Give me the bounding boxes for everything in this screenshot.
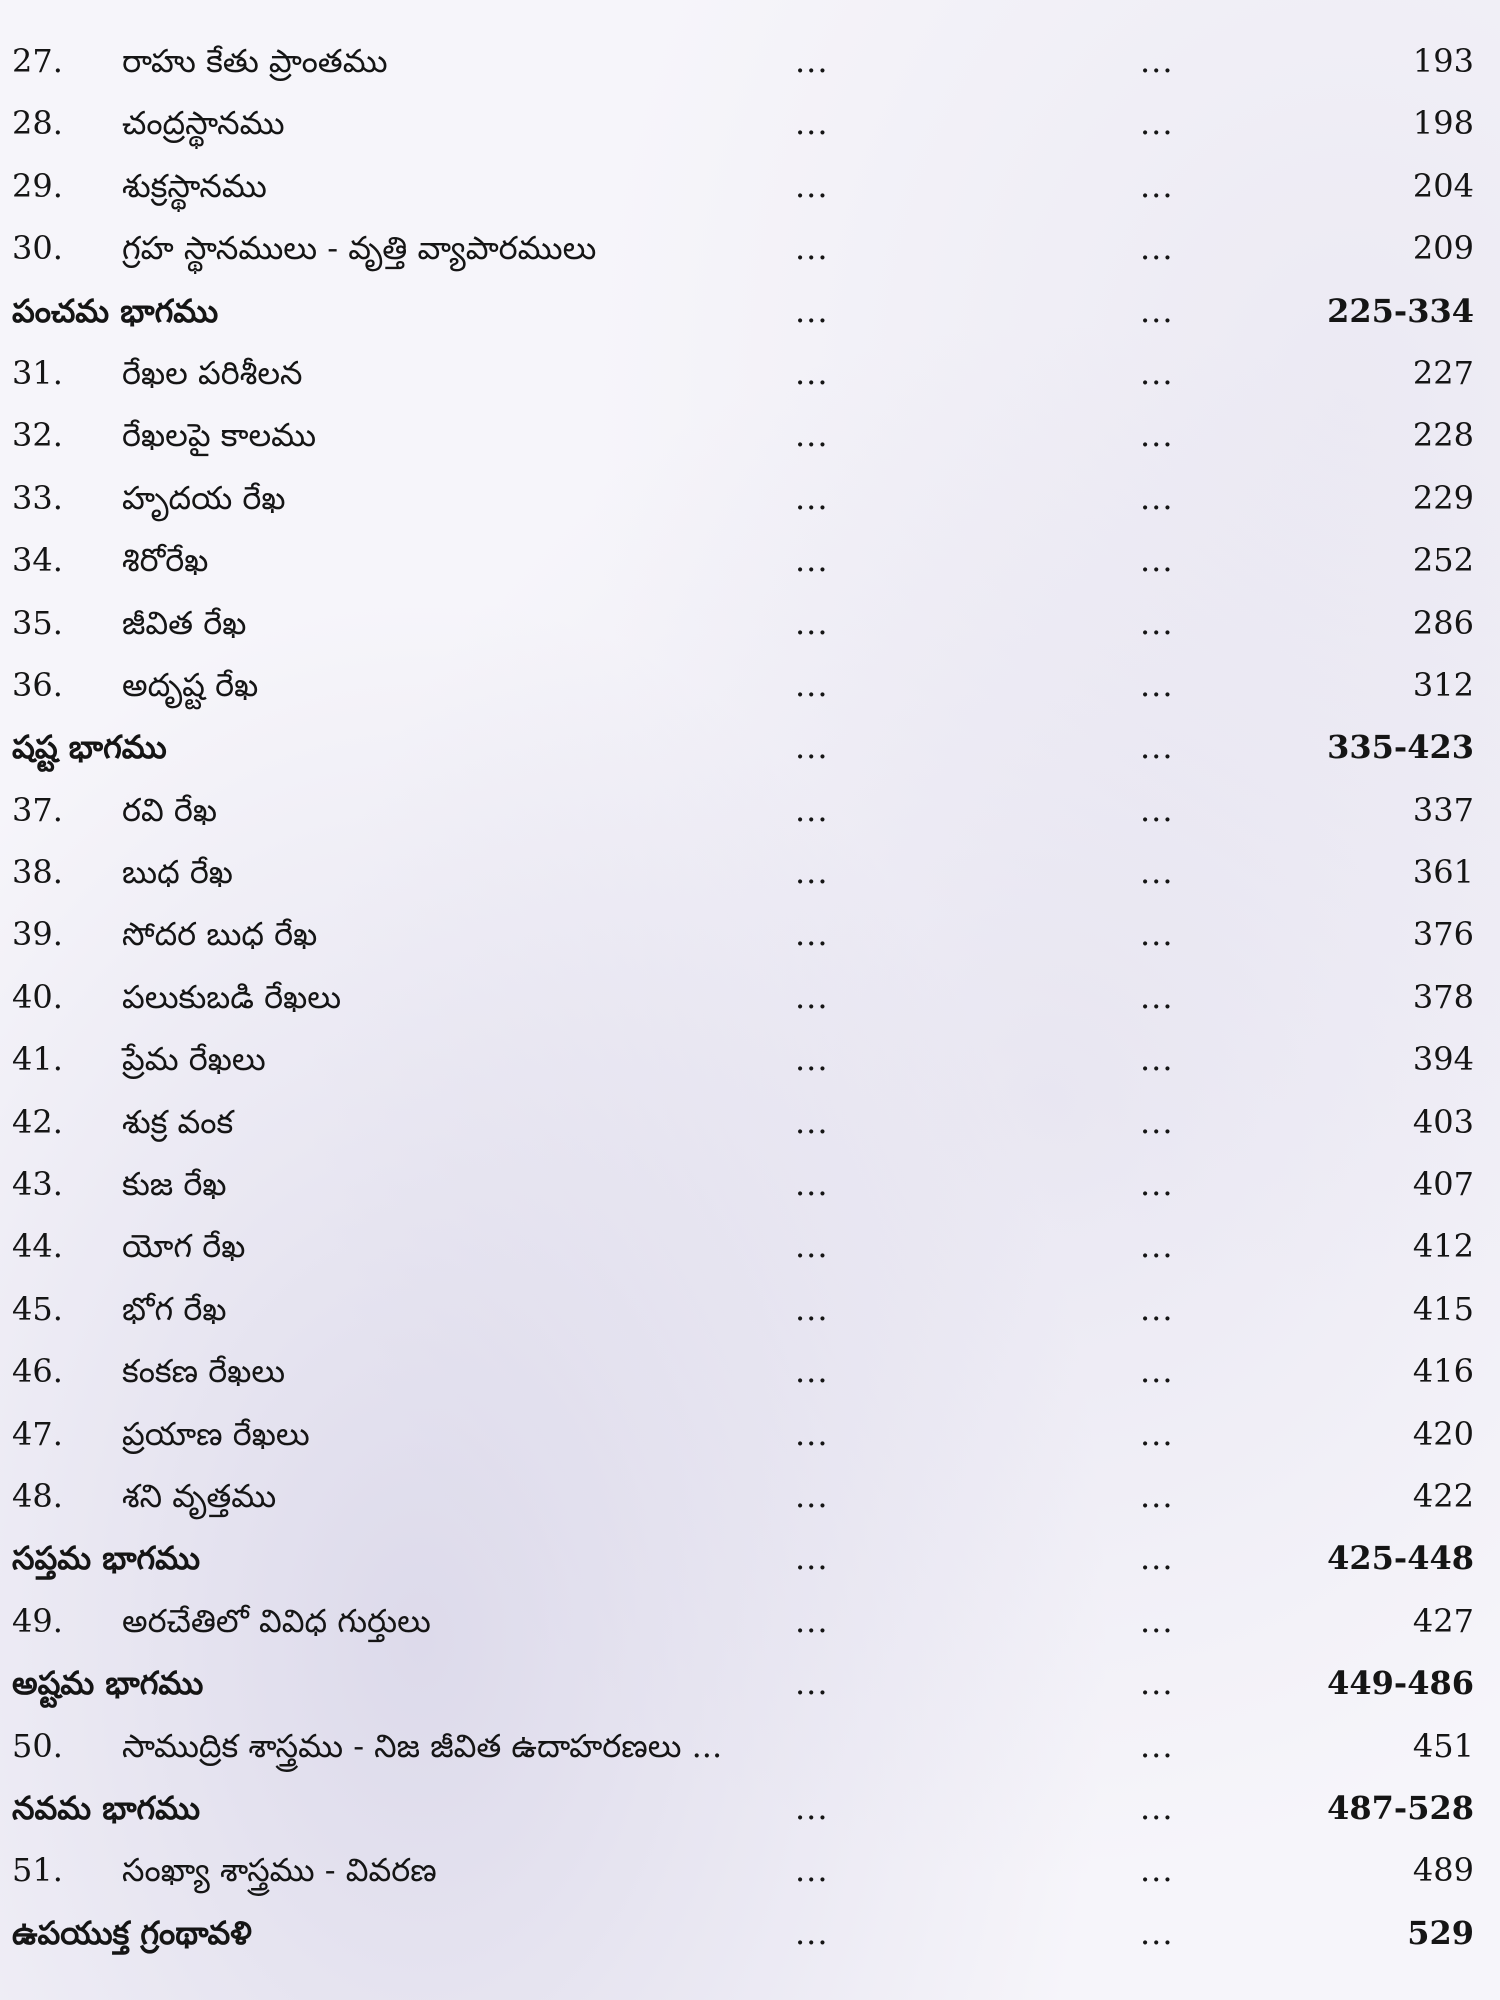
leader-dots: ... <box>795 1165 829 1204</box>
leader-dots: ... <box>795 977 829 1016</box>
toc-row <box>0 342 1500 404</box>
chapter-title: చంద్రస్థానము <box>122 104 285 143</box>
chapter-title: కంకణ రేఖలు <box>122 1352 286 1391</box>
toc-row <box>0 155 1500 217</box>
toc-row <box>0 404 1500 466</box>
leader-dots: ... <box>1140 728 1174 767</box>
toc-row <box>0 966 1500 1028</box>
leader-dots: ... <box>1140 1227 1174 1266</box>
toc-row <box>0 1215 1500 1277</box>
chapter-number: 50. <box>12 1726 63 1765</box>
leader-dots: ... <box>1140 1476 1174 1515</box>
toc-row <box>0 1340 1500 1402</box>
leader-dots: ... <box>1140 229 1174 268</box>
table-of-contents <box>0 30 1500 1964</box>
page-number: 451 <box>1412 1726 1474 1765</box>
page-number: 394 <box>1412 1040 1474 1079</box>
toc-row <box>0 1590 1500 1652</box>
page-number: 286 <box>1412 603 1474 642</box>
leader-dots: ... <box>795 1664 829 1703</box>
leader-dots: ... <box>795 291 829 330</box>
toc-row <box>0 30 1500 92</box>
toc-row <box>0 1403 1500 1465</box>
chapter-number: 45. <box>12 1289 63 1328</box>
chapter-title: శిరోరేఖ <box>122 541 209 580</box>
leader-dots: ... <box>1140 1601 1174 1640</box>
page-number: 361 <box>1412 853 1474 892</box>
leader-dots: ... <box>1140 1539 1174 1578</box>
chapter-number: 28. <box>12 104 63 143</box>
page-number: 204 <box>1412 166 1474 205</box>
toc-row <box>0 217 1500 279</box>
chapter-number: 48. <box>12 1476 63 1515</box>
page-number: 378 <box>1412 977 1474 1016</box>
chapter-number: 43. <box>12 1165 63 1204</box>
chapter-title: శుక్ర వంక <box>122 1102 234 1141</box>
page-number: 420 <box>1412 1414 1474 1453</box>
toc-part-row <box>0 716 1500 778</box>
toc-part-row <box>0 1777 1500 1839</box>
page-number: 198 <box>1412 104 1474 143</box>
page-number: 229 <box>1412 478 1474 517</box>
part-title: సప్తమ భాగము <box>12 1539 201 1578</box>
toc-part-row <box>0 280 1500 342</box>
leader-dots: ... <box>795 1913 829 1952</box>
chapter-title: సంఖ్యా శాస్త్రము - వివరణ <box>122 1851 437 1890</box>
toc-row <box>0 592 1500 654</box>
chapter-title: జీవిత రేఖ <box>122 603 247 642</box>
leader-dots: ... <box>1140 291 1174 330</box>
leader-dots: ... <box>1140 915 1174 954</box>
leader-dots: ... <box>795 166 829 205</box>
toc-row <box>0 1028 1500 1090</box>
leader-dots: ... <box>795 1102 829 1141</box>
leader-dots: ... <box>1140 853 1174 892</box>
page-number: 407 <box>1412 1165 1474 1204</box>
leader-dots: ... <box>795 1414 829 1453</box>
chapter-number: 39. <box>12 915 63 954</box>
chapter-number: 34. <box>12 541 63 580</box>
page-range: 335-423 <box>1327 728 1474 767</box>
page-number: 489 <box>1412 1851 1474 1890</box>
toc-row <box>0 1153 1500 1215</box>
toc-row <box>0 467 1500 529</box>
page-range: 487-528 <box>1327 1788 1474 1827</box>
part-title: పంచమ భాగము <box>12 291 219 330</box>
leader-dots: ... <box>1140 1165 1174 1204</box>
chapter-number: 32. <box>12 416 63 455</box>
chapter-title: రేఖల పరిశీలన <box>122 353 303 392</box>
chapter-title: సాముద్రిక శాస్త్రము - నిజ జీవిత ఉదాహరణలు ... <box>122 1726 723 1765</box>
leader-dots: ... <box>1140 353 1174 392</box>
chapter-number: 49. <box>12 1601 63 1640</box>
part-title: ఉపయుక్త గ్రంథావళి <box>12 1913 252 1952</box>
leader-dots: ... <box>795 1601 829 1640</box>
chapter-title: భోగ రేఖ <box>122 1289 227 1328</box>
leader-dots: ... <box>1140 1664 1174 1703</box>
leader-dots: ... <box>1140 541 1174 580</box>
leader-dots: ... <box>795 1851 829 1890</box>
leader-dots: ... <box>1140 478 1174 517</box>
part-title: అష్టమ భాగము <box>12 1664 204 1703</box>
page-range: 225-334 <box>1327 291 1474 330</box>
leader-dots: ... <box>1140 1289 1174 1328</box>
chapter-number: 41. <box>12 1040 63 1079</box>
page-number: 252 <box>1412 541 1474 580</box>
leader-dots: ... <box>1140 166 1174 205</box>
leader-dots: ... <box>1140 1414 1174 1453</box>
leader-dots: ... <box>795 42 829 80</box>
page-number: 193 <box>1412 42 1474 80</box>
leader-dots: ... <box>795 1227 829 1266</box>
toc-row <box>0 1715 1500 1777</box>
toc-row <box>0 529 1500 591</box>
page-number: 312 <box>1412 665 1474 704</box>
leader-dots: ... <box>795 229 829 268</box>
leader-dots: ... <box>1140 790 1174 829</box>
chapter-number: 38. <box>12 853 63 892</box>
toc-part-row <box>0 1527 1500 1589</box>
chapter-title: బుధ రేఖ <box>122 853 233 892</box>
leader-dots: ... <box>795 1289 829 1328</box>
chapter-number: 46. <box>12 1352 63 1391</box>
chapter-title: శుక్రస్థానము <box>122 166 267 205</box>
chapter-title: ప్రయాణ రేఖలు <box>122 1414 310 1453</box>
leader-dots: ... <box>795 1476 829 1515</box>
page-number: 422 <box>1412 1476 1474 1515</box>
leader-dots: ... <box>1140 1913 1174 1952</box>
chapter-number: 44. <box>12 1227 63 1266</box>
chapter-title: రేఖలపై కాలము <box>122 416 317 455</box>
leader-dots: ... <box>1140 977 1174 1016</box>
leader-dots: ... <box>1140 665 1174 704</box>
toc-row <box>0 1091 1500 1153</box>
leader-dots: ... <box>795 353 829 392</box>
toc-part-row <box>0 1652 1500 1714</box>
chapter-title: అదృష్ట రేఖ <box>122 665 259 704</box>
toc-row <box>0 1465 1500 1527</box>
page-number: 415 <box>1412 1289 1474 1328</box>
leader-dots: ... <box>795 665 829 704</box>
toc-row <box>0 1278 1500 1340</box>
leader-dots: ... <box>795 1539 829 1578</box>
chapter-title: పలుకుబడి రేఖలు <box>122 977 342 1016</box>
toc-row <box>0 779 1500 841</box>
chapter-title: రాహు కేతు ప్రాంతము <box>122 42 388 80</box>
part-title: షష్ట భాగము <box>12 728 167 767</box>
page-number: 227 <box>1412 353 1474 392</box>
chapter-title: కుజ రేఖ <box>122 1165 227 1204</box>
leader-dots: ... <box>795 1352 829 1391</box>
chapter-number: 42. <box>12 1102 63 1141</box>
page-number: 412 <box>1412 1227 1474 1266</box>
leader-dots: ... <box>795 541 829 580</box>
part-title: నవమ భాగము <box>12 1788 201 1827</box>
chapter-title: హృదయ రేఖ <box>122 478 286 517</box>
leader-dots: ... <box>1140 104 1174 143</box>
page-number: 427 <box>1412 1601 1474 1640</box>
leader-dots: ... <box>1140 416 1174 455</box>
leader-dots: ... <box>1140 1851 1174 1890</box>
page-number: 416 <box>1412 1352 1474 1391</box>
leader-dots: ... <box>795 790 829 829</box>
page-number: 529 <box>1407 1913 1474 1952</box>
chapter-number: 29. <box>12 166 63 205</box>
chapter-title: అరచేతిలో వివిధ గుర్తులు <box>122 1601 431 1640</box>
chapter-title: యోగ రేఖ <box>122 1227 246 1266</box>
toc-row <box>0 841 1500 903</box>
toc-row <box>0 903 1500 965</box>
chapter-number: 51. <box>12 1851 63 1890</box>
chapter-number: 31. <box>12 353 63 392</box>
chapter-number: 30. <box>12 229 63 268</box>
page-number: 403 <box>1412 1102 1474 1141</box>
leader-dots: ... <box>1140 1102 1174 1141</box>
chapter-title: గ్రహ స్థానములు - వృత్తి వ్యాపారములు <box>122 229 597 268</box>
leader-dots: ... <box>1140 1726 1174 1765</box>
page-range: 449-486 <box>1327 1664 1474 1703</box>
chapter-title: శని వృత్తము <box>122 1476 277 1515</box>
leader-dots: ... <box>1140 603 1174 642</box>
chapter-number: 47. <box>12 1414 63 1453</box>
page-number: 228 <box>1412 416 1474 455</box>
chapter-title: ప్రేమ రేఖలు <box>122 1040 266 1079</box>
leader-dots: ... <box>1140 1040 1174 1079</box>
page-number: 209 <box>1412 229 1474 268</box>
chapter-number: 35. <box>12 603 63 642</box>
leader-dots: ... <box>795 915 829 954</box>
page-number: 337 <box>1412 790 1474 829</box>
leader-dots: ... <box>795 1040 829 1079</box>
chapter-number: 33. <box>12 478 63 517</box>
chapter-number: 36. <box>12 665 63 704</box>
chapter-number: 27. <box>12 42 63 80</box>
leader-dots: ... <box>795 603 829 642</box>
chapter-title: సోదర బుధ రేఖ <box>122 915 318 954</box>
leader-dots: ... <box>795 853 829 892</box>
toc-row <box>0 654 1500 716</box>
leader-dots: ... <box>795 478 829 517</box>
leader-dots: ... <box>795 1788 829 1827</box>
page-number: 376 <box>1412 915 1474 954</box>
leader-dots: ... <box>1140 42 1174 80</box>
toc-part-row <box>0 1902 1500 1964</box>
toc-row <box>0 1839 1500 1901</box>
leader-dots: ... <box>1140 1352 1174 1391</box>
page-range: 425-448 <box>1327 1539 1474 1578</box>
toc-row <box>0 92 1500 154</box>
leader-dots: ... <box>795 728 829 767</box>
chapter-number: 40. <box>12 977 63 1016</box>
chapter-number: 37. <box>12 790 63 829</box>
leader-dots: ... <box>795 104 829 143</box>
chapter-title: రవి రేఖ <box>122 790 218 829</box>
leader-dots: ... <box>1140 1788 1174 1827</box>
leader-dots: ... <box>795 416 829 455</box>
